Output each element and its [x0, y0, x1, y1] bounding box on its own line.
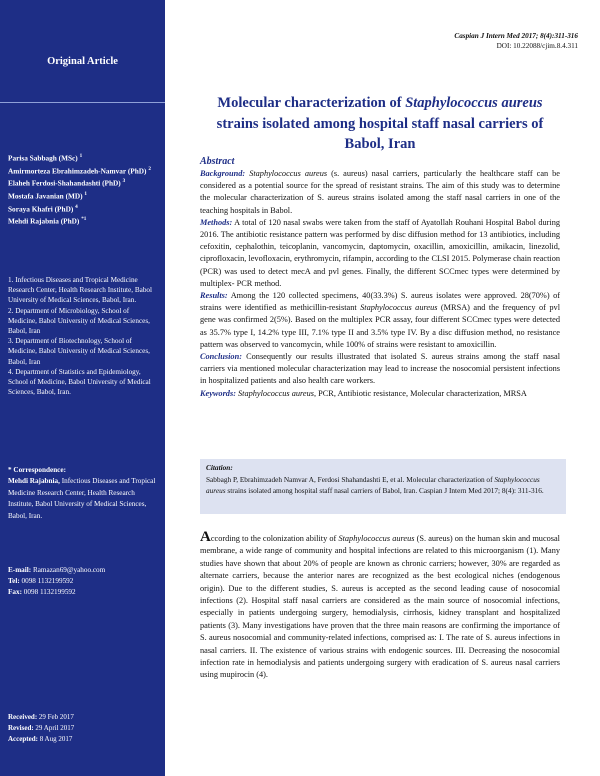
affiliation: 4. Department of Statistics and Epidemiology, School of Medicine, Babol University of Medical Sciences, Babol, Iran.	[8, 367, 151, 397]
email-link[interactable]: Ramazan69@yahoo.com	[32, 566, 106, 574]
author: Parisa Sabbagh (MSc) $^1$	[8, 153, 83, 163]
abstract-results: Results: Among the 120 collected specimens, 40(33.3%) S. aureus isolates were approved. 28(70%) of strains were identified as methicillin-resistant Staphylococcus aureus (MRSA) and the frequency of pvl gene was confirmed 2(5%). Based on the multiplex PCR assay, four different SCCmec types were detected as 35.7% type I, 14.2% type III, 7.1% type II and 3.5% type IV. By a disc diffusion method, no resistance pattern was observed to vancomycin, while 100% of strains were resistant to amoxicillin.	[200, 291, 560, 349]
affiliation: 2. Department of Microbiology, School of Medicine, Babol University of Medical Sciences, Babol, Iran	[8, 306, 150, 336]
correspondence-address: Infectious Diseases and Tropical Medicine Research Center, Health Research Institute, Babol University of Medical Sciences, Babol, Iran.	[8, 477, 156, 520]
dropcap: A	[200, 529, 211, 545]
journal-header	[454, 31, 578, 51]
abstract-conclusion: Conclusion: Consequently our results illustrated that isolated S. aureus strains among the staff nasal carriers via mentioned molecular characterization may lead to increase the nosocomial persistent infections in hospitalized patients and also health care workers.	[200, 352, 560, 386]
author: Amirmorteza Ebrahimzadeh-Namvar (PhD) $^2$	[8, 165, 151, 176]
doi[interactable]: DOI: 10.22088/cjim.8.4.311	[496, 42, 578, 50]
abstract-background: Background: Staphylococcus aureus (s. aureus) nasal carriers, particularly the healthcare staff can be considered as a potential source for the spread of resistant strains. The aim of this study was to determine the molecular characterization of S. aureus strains isolated among the staff nasal carriers in one of the teaching hospitals in Babol.	[200, 169, 560, 215]
received-date: 29 Feb 2017	[38, 713, 74, 721]
introduction	[200, 529, 560, 682]
contact-info: E-mail: Ramazan69@yahoo.com Tel: 0098 1132199592 Fax: 0098 1132199592	[8, 566, 106, 597]
sidebar	[0, 0, 165, 776]
affiliation: 3. Department of Biotechnology, School of Medicine, Babol University of Medical Sciences, Babol, Iran	[8, 337, 150, 366]
correspondence	[8, 465, 158, 522]
correspondence-label: * Correspondence:	[8, 466, 66, 474]
author: Mehdi Rajabnia (PhD) $^{*1}$	[8, 216, 87, 226]
accepted-date: 8 Aug 2017	[39, 735, 73, 744]
author-list	[8, 151, 160, 227]
article-title: Molecular characterization of Staphylococcus aureus strains isolated among hospital staff nasal carriers of Babol, Iran	[216, 95, 544, 152]
sidebar-divider	[0, 102, 165, 103]
fax: 0098 1132199592	[23, 588, 76, 597]
citation-text: Sabbagh P, Ebrahimzadeh Namvar A, Ferdosi Shahandashti E, et al. Molecular characterization of Staphylococcus aureus strains isolated among hospital staff nasal carriers of Babol, Iran. Caspian J Intern Med 2017; 8(4): 311-316.	[206, 474, 544, 496]
abstract-heading: Abstract	[200, 156, 235, 167]
author: Elaheh Ferdosi-Shahandashti (PhD) $^3$	[8, 178, 126, 188]
revised-date: 29 April 2017	[35, 724, 75, 733]
citation-label: Citation:	[206, 463, 233, 472]
article-type: Original Article	[47, 56, 118, 67]
article-dates: Received: 29 Feb 2017 Revised: 29 April 2017 Accepted: 8 Aug 2017	[8, 713, 75, 744]
abstract-keywords: Keywords: Staphylococcus aureus, PCR, Antibiotic resistance, Molecular characterization, MRSA	[200, 388, 527, 398]
affiliation: 1. Infectious Diseases and Tropical Medicine Research Center, Health Research Institute, Babol University of Medical Sciences, Babol, Iran.	[8, 276, 153, 305]
author: Soraya Khafri (PhD) $^4$	[8, 203, 78, 213]
citation-box	[200, 459, 566, 514]
affiliations	[8, 275, 158, 397]
abstract-methods: Methods: A total of 120 nasal swabs were taken from the staff of Ayatollah Rouhani Hospital Babol during 2016. The antibiotic resistance pattern was performed by disc diffusion method for 13 antibiotics, including cefoxitin, cephalothin, teicoplanin, vancomycin, daptomycin, oxacillin, amoxicillin, amikacin, linezolid, ciprofloxacin, levofloxacin, erythromycin, rifampin, according to the CLSI 2015. Polymerase chain reaction (PCR) was used to detect mecA and pvl genes. Finally, the different SCCmec types were determined by multiplex- PCR method.	[200, 217, 560, 288]
correspondence-name: Mehdi Rajabnia,	[8, 477, 60, 486]
abstract	[200, 156, 560, 400]
telephone: 0098 1132199592	[21, 577, 74, 586]
body-paragraph: According to the colonization ability of Staphylococcus aureus (S. aureus) on the human skin and mucosal membrane, a wide range of community and hospital infections are related to this microorganism (1). Many studies have shown that about 20% of people are known as chronic carriers; however, 30% are regarded as alternate carriers, because the anterior nares are recognized as the best ecological niches (endogenous origin). Due to the different studies, S. aureus is accepted as the second leading cause of nosocomial infections (2). Hospital staff nasal carriers are considered as the main source of nosocomial infections, especially in patients undergoing surgery, hemodialysis, cirrhosis, kidney transplant and hospitalized patients (3). Many investigations have proven that the three main reasons are confirming the importance of S. aureus nosocomial and community-related infections, comprised as: I. The rate of S. aureus infections in nasal carriers. II. The existence of various strains with endogenic sources. III. Decreasing the nosocomial infection rate in hemodialysis and patients undergoing surgery with eradication of S. aureus nasal carriers using mupirocin (4).	[200, 529, 560, 680]
author: Mostafa Javanian (MD) $^1$	[8, 190, 88, 201]
journal-citation: Caspian J Intern Med 2017; 8(4):311-316	[454, 32, 578, 40]
